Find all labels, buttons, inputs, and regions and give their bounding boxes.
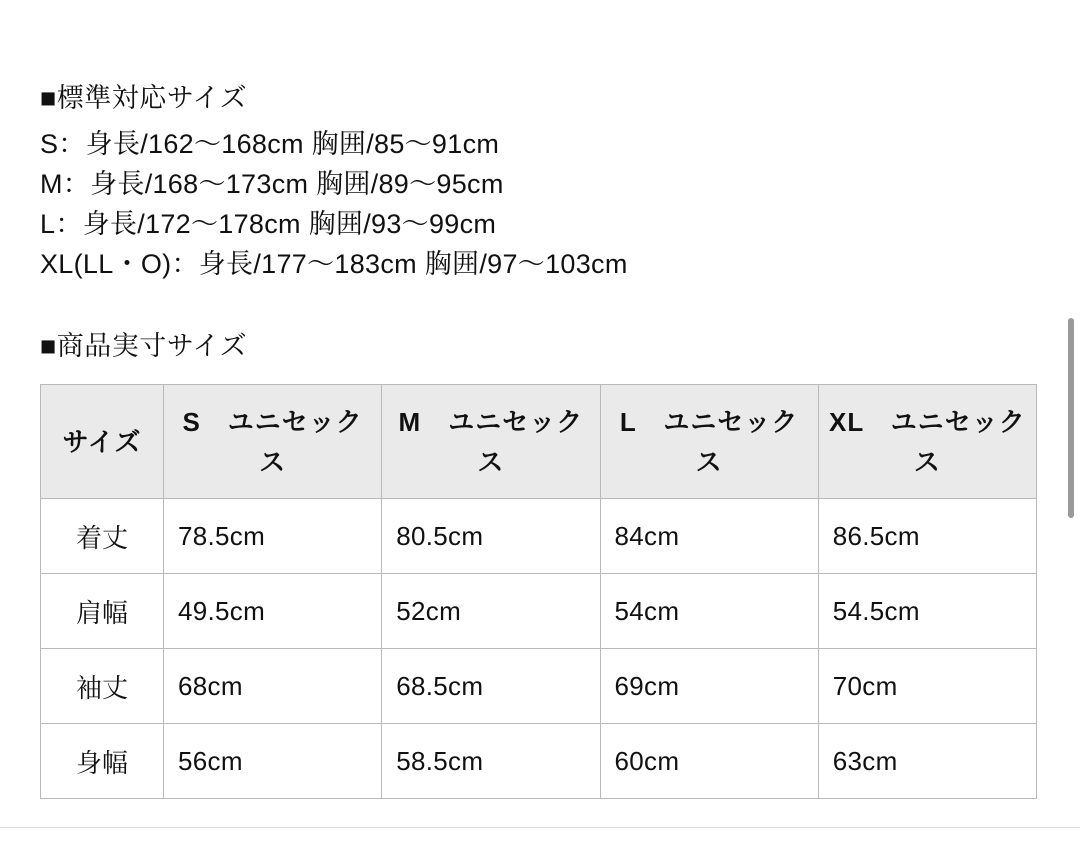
table-row bbox=[41, 724, 1037, 799]
cell-mihaba-l: 60cm bbox=[600, 724, 818, 799]
cell-mihaba-s: 56cm bbox=[164, 724, 382, 799]
table-header bbox=[41, 385, 1037, 499]
table-header-xl-label: XL ユニセックス bbox=[828, 406, 1026, 477]
bottom-divider bbox=[0, 827, 1080, 828]
row-label-katahaba: 肩幅 bbox=[41, 574, 164, 649]
standard-size-heading: ■標準対応サイズ bbox=[40, 83, 248, 113]
table-row bbox=[41, 499, 1037, 574]
table-header-m-label: M ユニセックス bbox=[398, 406, 584, 477]
size-info-content bbox=[40, 78, 1040, 799]
cell-sodetake-l: 69cm bbox=[600, 649, 818, 724]
standard-size-line-xl: XL(LL・O)：身長/177〜183cm 胸囲/97〜103cm bbox=[40, 249, 628, 279]
standard-size-list bbox=[40, 124, 1040, 284]
cell-mihaba-m: 58.5cm bbox=[382, 724, 600, 799]
cell-kitake-xl: 86.5cm bbox=[818, 499, 1036, 574]
row-label-mihaba: 身幅 bbox=[41, 724, 164, 799]
standard-size-line-m: M：身長/168〜173cm 胸囲/89〜95cm bbox=[40, 169, 504, 199]
table-header-row bbox=[41, 385, 1037, 499]
cell-katahaba-l: 54cm bbox=[600, 574, 818, 649]
table-header-s bbox=[164, 385, 382, 499]
table-row bbox=[41, 574, 1037, 649]
cell-sodetake-m: 68.5cm bbox=[382, 649, 600, 724]
cell-sodetake-s: 68cm bbox=[164, 649, 382, 724]
cell-kitake-l: 84cm bbox=[600, 499, 818, 574]
cell-sodetake-xl: 70cm bbox=[818, 649, 1036, 724]
table-header-xl bbox=[818, 385, 1036, 499]
table-body bbox=[41, 499, 1037, 799]
actual-size-heading: ■商品実寸サイズ bbox=[40, 331, 248, 361]
standard-size-line-l: L：身長/172〜178cm 胸囲/93〜99cm bbox=[40, 209, 497, 239]
standard-size-line-s: S：身長/162〜168cm 胸囲/85〜91cm bbox=[40, 129, 500, 159]
table-header-size bbox=[41, 385, 164, 499]
row-label-sodetake: 袖丈 bbox=[41, 649, 164, 724]
cell-katahaba-xl: 54.5cm bbox=[818, 574, 1036, 649]
cell-kitake-m: 80.5cm bbox=[382, 499, 600, 574]
row-label-kitake: 着丈 bbox=[41, 499, 164, 574]
table-header-size-label: サイズ bbox=[62, 426, 142, 457]
cell-kitake-s: 78.5cm bbox=[164, 499, 382, 574]
table-row bbox=[41, 649, 1037, 724]
cell-mihaba-xl: 63cm bbox=[818, 724, 1036, 799]
table-header-l bbox=[600, 385, 818, 499]
table-header-m bbox=[382, 385, 600, 499]
cell-katahaba-m: 52cm bbox=[382, 574, 600, 649]
table-header-s-label: S ユニセックス bbox=[182, 406, 363, 477]
vertical-scrollbar-thumb[interactable] bbox=[1068, 318, 1074, 518]
cell-katahaba-s: 49.5cm bbox=[164, 574, 382, 649]
table-header-l-label: L ユニセックス bbox=[619, 406, 799, 477]
actual-size-table bbox=[40, 384, 1037, 799]
